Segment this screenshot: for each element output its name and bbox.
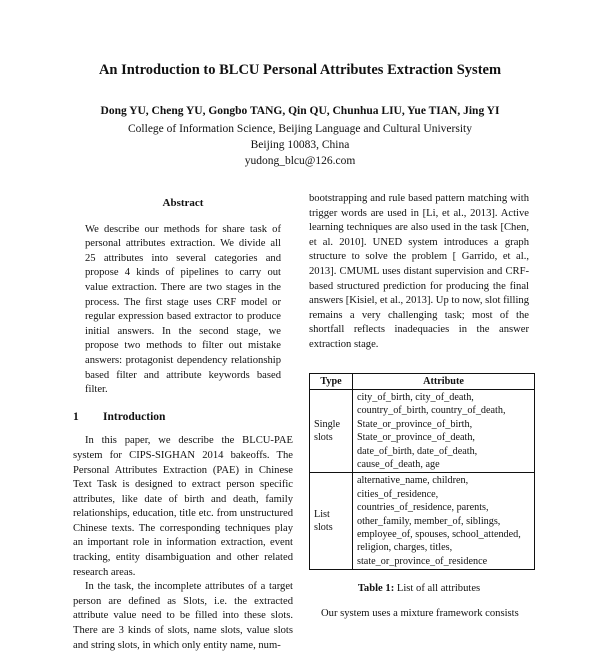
- table-row: [310, 473, 535, 570]
- table-caption-label: Table 1:: [357, 583, 395, 595]
- affiliation-address: Beijing 10083, China: [250, 139, 350, 151]
- section-heading-introduction: [73, 410, 293, 425]
- abstract-heading: Abstract: [162, 197, 204, 209]
- author-list: Dong YU, Cheng YU, Gongbo TANG, Qin QU, Chunhua LIU, Yue TIAN, Jing YI: [100, 105, 500, 117]
- system-paragraph-start: Our system uses a mixture framework consists: [321, 607, 519, 619]
- table-header-type: Type: [310, 373, 353, 389]
- table-header-row: [310, 373, 535, 389]
- paper-title: An Introduction to BLCU Personal Attributes Extraction System: [98, 62, 502, 78]
- intro-paragraph-2: In the task, the incomplete attributes of a target person are defined as Slots, i.e. the extracted attribute value need to be filled into these slots. There are 3 kinds of slots, name slots, value slots and string slots, in which only entity name, num-: [73, 581, 293, 651]
- section-number: 1: [73, 410, 79, 423]
- table-cell-type: List slots: [310, 473, 353, 570]
- abstract-text: We describe our methods for share task of personal attributes extraction. We divide all 25 attributes into several categories and propose 4 kinds of pipelines to carry out value extraction. There are two stages in the process. The first stage uses CRF model or regular expression based extractor to produce initial answers. In the second stage, we propose two methods to filter out mistake answers: protagonist dependency relationship based filter and attribute keywords based filter.: [85, 223, 281, 396]
- section-title: Introduction: [103, 410, 166, 423]
- intro-paragraph-1: In this paper, we describe the BLCU-PAE system for CIPS-SIGHAN 2014 bakeoffs. The Personal Attributes Extraction (PAE) in Chinese Text Task is designed to extract person specific attributes, like date of birth and death, family relationships, education, title etc. from unstructured Chinese texts. The corresponding techniques play an important role in information extraction, event tracking, entity disambiguation and other related research areas.: [73, 435, 293, 578]
- related-work-paragraph: bootstrapping and rule based pattern matching with trigger words are used in [Li, et al., 2013]. Active learning techniques are also used in the task [Chen, et al. 2010]. UNED system introduces a graph structure to solve the problem [ Garrido, et al., 2013]. CMUML uses distant supervision and CRF-based structured prediction for producing the final answers [Kisiel, et al., 2013]. Up to now, slot filling remains a very challenging task; most of the shortfall reflects inadequacies in the answer extraction stage.: [309, 193, 529, 350]
- table-cell-attributes: alternative_name, children, cities_of_residence, countries_of_residence, parents, other_family, member_of, siblings, employee_of, spouses, school_attended, religion, charges, titles, state_or_province_of_residence: [353, 473, 535, 570]
- author-email: yudong_blcu@126.com: [244, 155, 356, 167]
- table-cell-attributes: city_of_birth, city_of_death, country_of_birth, country_of_death, State_or_province_of_birth, State_or_province_of_death, date_of_birth, date_of_death, cause_of_death, age: [353, 389, 535, 472]
- affiliation-line: College of Information Science, Beijing Language and Cultural University: [128, 123, 472, 135]
- table-cell-type: Single slots: [310, 389, 353, 472]
- left-column: [73, 196, 293, 653]
- table-row: [310, 389, 535, 472]
- table-header-attribute: Attribute: [353, 373, 535, 389]
- attributes-table: [309, 373, 535, 571]
- right-column: [309, 192, 529, 632]
- affiliation-block: [0, 121, 600, 169]
- table-caption-text: List of all attributes: [396, 583, 481, 595]
- table-caption: [309, 582, 529, 597]
